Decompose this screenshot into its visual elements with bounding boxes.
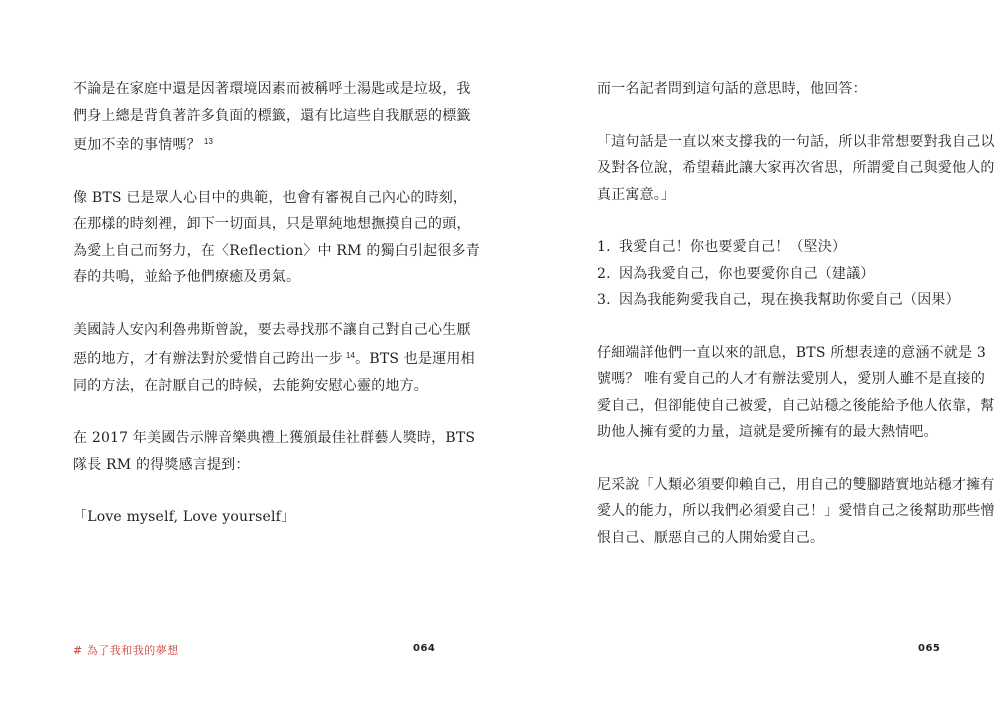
text-line: 在 2017 年美國告示牌音樂典禮上獲頒最佳社群藝人獎時，BTS	[73, 430, 476, 446]
text-segment: 更加不幸的事情嗎？	[73, 137, 201, 153]
text-line: 「Love myself, Love yourself」	[73, 509, 296, 525]
text-line: 號嗎？ 唯有愛自己的人才有辦法愛別人，愛別人雖不是直接的	[597, 371, 986, 387]
text-line: 仔細端詳他們一直以來的訊息，BTS 所想表達的意涵不就是 3	[597, 344, 987, 361]
text-line: 春的共鳴，並給予他們療癒及勇氣。	[73, 269, 301, 285]
right-page	[500, 0, 1000, 724]
right-page-body	[597, 76, 995, 577]
text-line: 愛自己，但卻能使自己被愛，自己站穩之後能給予他人依靠，幫	[597, 397, 995, 414]
text-line: 們身上總是背負著許多負面的標籤，還有比這些自我厭惡的標籤	[73, 107, 471, 124]
text-line: 不論是在家庭中還是因著環境因素而被稱呼土湯匙或是垃圾，我	[73, 81, 471, 97]
text-line: 愛人的能力，所以我們必須愛自己！」愛惜自己之後幫助那些憎	[597, 503, 995, 519]
footnote-marker: 13	[203, 137, 214, 146]
text-segment: 惡的地方，才有辦法對於愛惜自己跨出一步	[73, 351, 343, 367]
text-line: 而一名記者問到這句話的意思時，他回答：	[597, 81, 867, 97]
list-item	[597, 234, 937, 261]
text-line: 美國詩人安內利魯弗斯曾說，要去尋找那不讓自己對自己心生厭	[73, 321, 471, 338]
text-line: 尼采說「人類必須要仰賴自己，用自己的雙腳踏實地站穩才擁有	[597, 476, 995, 493]
text-line: 像 BTS 已是眾人心目中的典範，也會有審視自己內心的時刻，	[73, 189, 468, 206]
footnote-marker: 14	[345, 351, 356, 360]
paragraph	[73, 425, 476, 478]
text-line: 「這句話是一直以來支撐我的一句話，所以非常想要對我自己以	[597, 133, 995, 150]
list-item	[597, 287, 960, 314]
running-footer-title: # 為了我和我的夢想	[73, 644, 179, 657]
list-number: 2.	[597, 265, 611, 282]
text-line: 在那樣的時刻裡，卸下一切面具，只是單純地想撫摸自己的頭，	[73, 216, 471, 232]
text-line	[73, 129, 423, 159]
page-number: 065	[918, 643, 941, 654]
text-line: 同的方法，在討厭自己的時候，去能夠安慰心靈的地方。	[73, 377, 428, 394]
paragraph	[73, 76, 471, 159]
list-text: 我愛自己！你也要愛自己！（堅決）	[619, 239, 847, 255]
text-line: 及對各位說，希望藉此讓大家再次省思，所謂愛自己與愛他人的	[597, 160, 995, 176]
quote-paragraph	[73, 504, 423, 531]
list-text: 因為我愛自己，你也要愛你自己（建議）	[619, 265, 875, 282]
text-line: 為愛上自己而努力，在〈Reflection〉中 RM 的獨白引起很多青	[73, 242, 480, 259]
list-item	[597, 261, 937, 288]
quote-paragraph	[597, 129, 995, 209]
text-line	[73, 343, 475, 373]
paragraph	[597, 340, 995, 446]
list-number: 1.	[597, 239, 611, 255]
paragraph	[597, 76, 937, 103]
paragraph	[597, 472, 995, 552]
text-line: 恨自己、厭惡自己的人開始愛自己。	[597, 529, 825, 546]
page-number: 064	[413, 643, 436, 654]
text-line: 隊長 RM 的得獎感言提到：	[73, 456, 250, 473]
list-text: 因為我能夠愛我自己，現在換我幫助你愛自己（因果）	[619, 292, 960, 308]
paragraph	[73, 317, 475, 400]
numbered-list	[597, 234, 960, 314]
paragraph	[73, 185, 480, 291]
text-line: 真正寓意。」	[597, 186, 676, 203]
text-line: 助他人擁有愛的力量，這就是愛所擁有的最大熱情吧。	[597, 424, 938, 440]
left-page-body	[73, 76, 480, 557]
text-segment: 。BTS 也是運用相	[355, 351, 475, 367]
list-number: 3.	[597, 292, 611, 308]
